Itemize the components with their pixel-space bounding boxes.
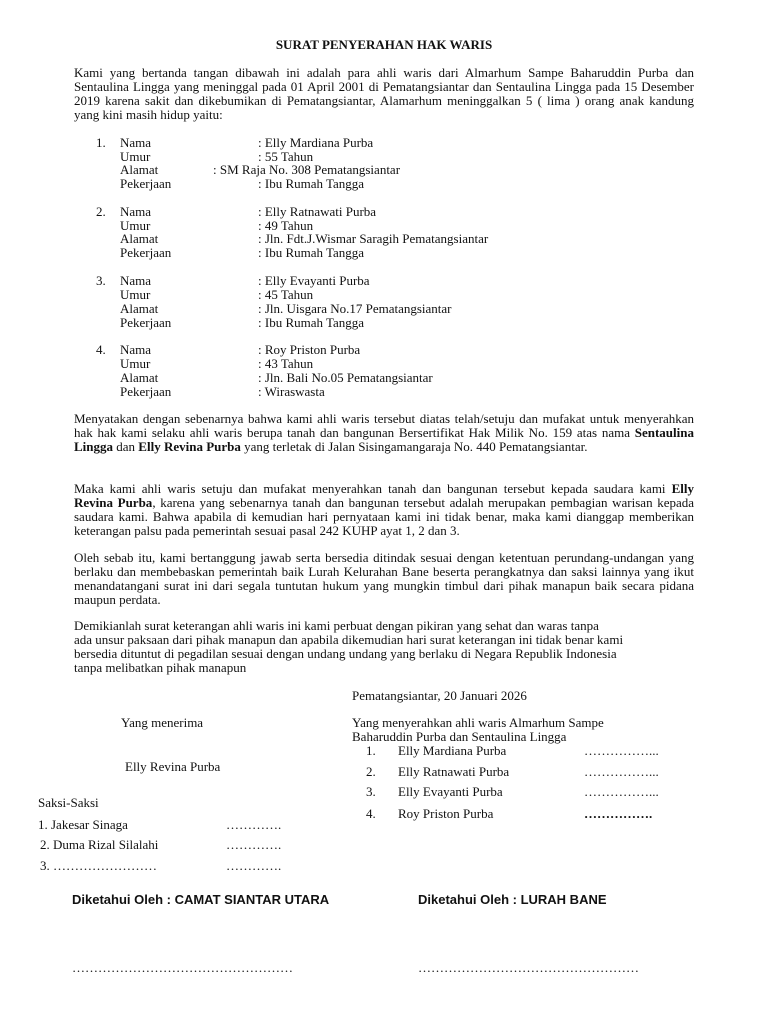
giver-name: Elly Ratnawati Purba — [398, 764, 510, 779]
label-pekerjaan: Pekerjaan — [120, 384, 172, 399]
label-alamat: Alamat — [120, 231, 159, 246]
heir-name: : Elly Mardiana Purba — [258, 135, 374, 150]
heir-address: : Jln. Fdt.J.Wismar Saragih Pematangsiantar — [258, 231, 489, 246]
signature-dots: …………. — [226, 817, 282, 832]
label-pekerjaan: Pekerjaan — [120, 315, 172, 330]
lurah-acknowledgement: Diketahui Oleh : LURAH BANE — [418, 892, 607, 907]
heir-age: : 43 Tahun — [258, 356, 314, 371]
heir-occupation: : Ibu Rumah Tangga — [258, 176, 365, 191]
giver-number: 3. — [366, 784, 376, 799]
witness-name: 1. Jakesar Sinaga — [38, 817, 128, 832]
heir-number: 2. — [96, 204, 106, 219]
label-umur: Umur — [120, 356, 151, 371]
heir-name: : Roy Priston Purba — [258, 342, 361, 357]
heir-age: : 45 Tahun — [258, 287, 314, 302]
lurah-signature-line: …………………………………………… — [418, 960, 639, 975]
giver-number: 2. — [366, 764, 376, 779]
label-nama: Nama — [120, 204, 152, 219]
heir-address: : SM Raja No. 308 Pematangsiantar — [213, 162, 401, 177]
heir-number: 4. — [96, 342, 106, 357]
label-umur: Umur — [120, 287, 151, 302]
heir-occupation: : Ibu Rumah Tangga — [258, 315, 365, 330]
giver-label: Yang menyerahkan ahli waris Almarhum Sampe — [352, 715, 604, 730]
label-nama: Nama — [120, 135, 152, 150]
label-umur: Umur — [120, 149, 151, 164]
heir-name: : Elly Ratnawati Purba — [258, 204, 377, 219]
camat-signature-line: …………………………………………… — [72, 960, 293, 975]
giver-name: Elly Mardiana Purba — [398, 743, 507, 758]
place-date: Pematangsiantar, 20 Januari 2026 — [352, 688, 527, 703]
heir-age: : 55 Tahun — [258, 149, 314, 164]
heir-occupation: : Ibu Rumah Tangga — [258, 245, 365, 260]
heir-name: : Elly Evayanti Purba — [258, 273, 370, 288]
label-pekerjaan: Pekerjaan — [120, 245, 172, 260]
receiver-name: Elly Revina Purba — [125, 759, 221, 774]
signature-dots: ……………... — [584, 764, 659, 779]
document-title: SURAT PENYERAHAN HAK WARIS — [275, 37, 493, 52]
giver-name: Roy Priston Purba — [398, 806, 494, 821]
label-alamat: Alamat — [120, 301, 159, 316]
signature-dots: ……………... — [584, 784, 659, 799]
transfer-paragraph: Maka kami ahli waris setuju dan mufakat menyerahkan tanah dan bangunan tersebut kepada saudara kami Elly Revina Purba, karena yang sebenarnya tanah dan bangunan tersebut adalah merupakan pembagian warisan kepada saudara kami. Bahwa apabila di kemudian hari pernyataan kami ini tidak benar, maka kami dianggap memberikan keterangan palsu pada pemerintah sesuai pasal 242 KUHP ayat 1, 2 dan 3. — [74, 481, 695, 538]
label-alamat: Alamat — [120, 370, 159, 385]
heir-number: 3. — [96, 273, 106, 288]
witness-name: 2. Duma Rizal Silalahi — [40, 837, 159, 852]
intro-paragraph: Kami yang bertanda tangan dibawah ini adalah para ahli waris dari Almarhum Sampe Baharuddin Purba dan Sentaulina Lingga yang meninggal pada 01 April 2001 di Pematangsiantar dan Sentaulina Lingga pada 15 Desember 2019 karena sakit dan dikebumikan di Pematangsiantar, Alamarhum meninggalkan 5 ( lima ) orang anak kandung yang kini masih hidup yaitu: — [74, 65, 694, 122]
heir-address: : Jln. Uisgara No.17 Pematangsiantar — [258, 301, 452, 316]
camat-acknowledgement: Diketahui Oleh : CAMAT SIANTAR UTARA — [72, 892, 330, 907]
label-alamat: Alamat — [120, 162, 159, 177]
signature-dots: …………. — [226, 837, 282, 852]
label-pekerjaan: Pekerjaan — [120, 176, 172, 191]
witness-name: 3. …………………… — [40, 858, 157, 873]
giver-number: 1. — [366, 743, 376, 758]
label-nama: Nama — [120, 273, 152, 288]
heir-occupation: : Wiraswasta — [258, 384, 325, 399]
signature-dots: ……………. — [584, 806, 653, 821]
giver-number: 4. — [366, 806, 376, 821]
heir-age: : 49 Tahun — [258, 218, 314, 233]
statement-paragraph: Menyatakan dengan sebenarnya bahwa kami ahli waris tersebut diatas telah/setuju dan mufakat untuk menyerahkan hak hak kami selaku ahli waris berupa tanah dan bangunan Bersertifikat Hak Milik No. 159 atas nama Sentaulina Lingga dan Elly Revina Purba yang terletak di Jalan Sisingamangaraja No. 440 Pematangsiantar. — [74, 411, 694, 454]
receiver-label: Yang menerima — [121, 715, 204, 730]
signature-dots: ……………... — [584, 743, 659, 758]
heir-address: : Jln. Bali No.05 Pematangsiantar — [258, 370, 433, 385]
giver-label-2: Baharuddin Purba dan Sentaulina Lingga — [352, 729, 567, 744]
responsibility-paragraph: Oleh sebab itu, kami bertanggung jawab serta bersedia ditindak sesuai dengan ketentuan perundang-undangan yang berlaku dan membebaskan pemerintah baik Lurah Kelurahan Bane beserta perangkatnya dan saksi lainnya yang ikut menandatangani surat ini dari segala tuntutan hukum yang mungkin timbul dari pihak manapun baik secara pidana maupun perdata. — [74, 550, 694, 607]
heir-number: 1. — [96, 135, 106, 150]
witnesses-label: Saksi-Saksi — [38, 795, 99, 810]
label-nama: Nama — [120, 342, 152, 357]
label-umur: Umur — [120, 218, 151, 233]
giver-name: Elly Evayanti Purba — [398, 784, 503, 799]
signature-dots: …………. — [226, 858, 282, 873]
